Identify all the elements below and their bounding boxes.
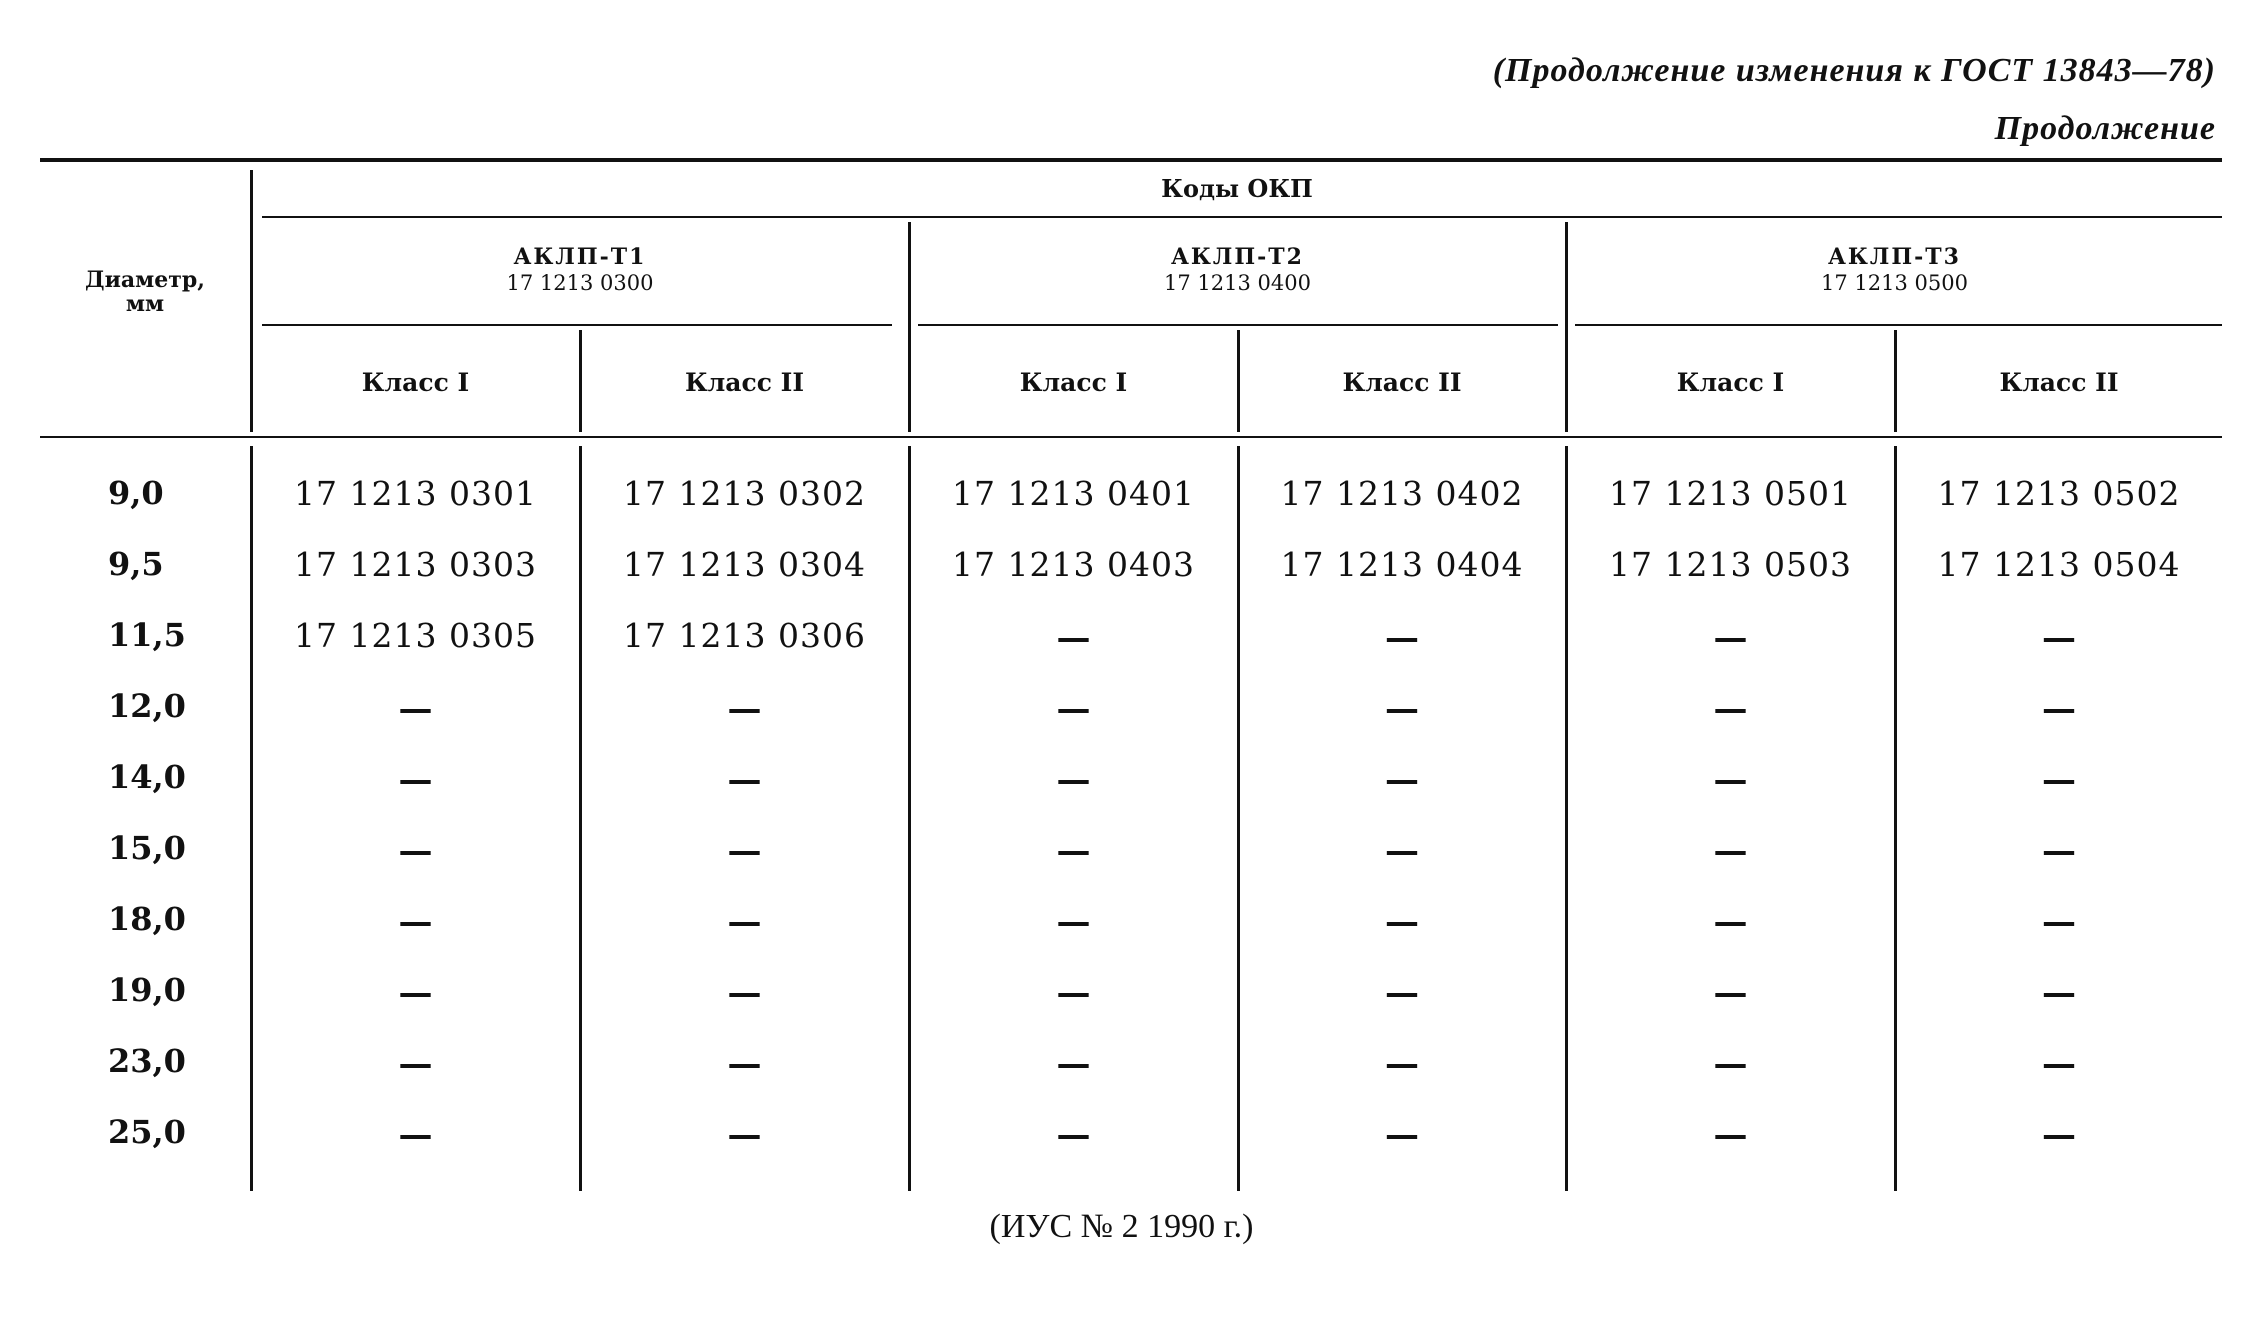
product-name-2: АКЛП-Т2 xyxy=(1171,244,1304,270)
okp-code-cell: — xyxy=(2042,689,2076,729)
okp-code-cell: — xyxy=(1713,1044,1748,1084)
diameter-cell: 11,5 xyxy=(108,616,186,654)
okp-code-cell: — xyxy=(1385,1044,1419,1084)
okp-code-cell: — xyxy=(398,760,433,800)
okp-code-cell: — xyxy=(1713,973,1748,1013)
okp-code-cell: 17 1213 0302 xyxy=(623,474,866,513)
okp-code-cell: — xyxy=(1056,831,1091,871)
okp-code-cell: — xyxy=(1385,618,1419,658)
product-header-3 xyxy=(1567,244,2222,296)
okp-code-cell: — xyxy=(727,1044,762,1084)
okp-code-cell: — xyxy=(398,1044,433,1084)
okp-code-cell: — xyxy=(1385,1115,1419,1155)
okp-code-cell: — xyxy=(1056,1044,1091,1084)
continuation-note: (Продолжение изменения к ГОСТ 13843—78) xyxy=(1492,52,2216,89)
okp-code-cell: — xyxy=(1056,1115,1091,1155)
okp-code-cell: 17 1213 0304 xyxy=(623,545,866,584)
okp-code-cell: — xyxy=(1713,689,1748,729)
okp-code-cell: — xyxy=(398,831,433,871)
group-header-rule xyxy=(262,216,2222,218)
okp-code-cell: 17 1213 0403 xyxy=(952,545,1195,584)
header-bottom-rule xyxy=(40,436,2222,438)
diameter-cell: 15,0 xyxy=(108,829,186,867)
okp-code-cell: 17 1213 0401 xyxy=(952,474,1195,513)
okp-code-cell: 17 1213 0303 xyxy=(294,545,537,584)
diameter-header: Диаметр, мм xyxy=(85,267,205,317)
okp-code-cell: 17 1213 0503 xyxy=(1609,545,1852,584)
diameter-cell: 9,0 xyxy=(108,474,164,512)
class-header-3: Класс I xyxy=(1019,368,1128,397)
okp-code-cell: — xyxy=(1056,618,1091,658)
okp-code-cell: 17 1213 0301 xyxy=(294,474,537,513)
product-header-1 xyxy=(252,244,908,296)
class-header-6: Класс II xyxy=(1999,368,2119,397)
okp-code-cell: — xyxy=(1713,831,1748,871)
okp-code-cell: — xyxy=(2042,902,2076,942)
okp-code-cell: — xyxy=(727,760,762,800)
okp-code-cell: — xyxy=(1056,902,1091,942)
product-rule-1 xyxy=(262,324,892,326)
okp-code-cell: — xyxy=(1385,902,1419,942)
okp-code-cell: — xyxy=(1385,689,1419,729)
okp-code-cell: 17 1213 0402 xyxy=(1280,474,1524,513)
okp-code-cell: — xyxy=(1056,973,1091,1013)
okp-code-cell: — xyxy=(727,902,762,942)
okp-code-cell: — xyxy=(398,1115,433,1155)
okp-code-cell: 17 1213 0502 xyxy=(1937,474,2181,513)
okp-code-cell: — xyxy=(398,689,433,729)
diameter-cell: 23,0 xyxy=(108,1042,186,1080)
okp-code-cell: — xyxy=(398,973,433,1013)
okp-codes-header: Коды ОКП xyxy=(1161,174,1313,203)
okp-code-cell: — xyxy=(727,973,762,1013)
okp-code-cell: — xyxy=(727,1115,762,1155)
class-header-4: Класс II xyxy=(1342,368,1462,397)
product-name-3: АКЛП-Т3 xyxy=(1828,244,1961,270)
okp-code-cell: — xyxy=(2042,1115,2076,1155)
okp-code-cell: — xyxy=(1056,760,1091,800)
okp-code-cell: 17 1213 0305 xyxy=(294,616,537,655)
okp-code-cell: — xyxy=(398,902,433,942)
okp-code-cell: 17 1213 0306 xyxy=(623,616,866,655)
class-header-5: Класс I xyxy=(1676,368,1785,397)
table-top-rule xyxy=(40,158,2222,162)
okp-code-cell: — xyxy=(1713,618,1748,658)
continuation-label: Продолжение xyxy=(1994,110,2216,147)
diameter-cell: 18,0 xyxy=(108,900,186,938)
footer-note: (ИУС № 2 1990 г.) xyxy=(989,1208,1254,1245)
class-header-2: Класс II xyxy=(684,368,805,397)
diameter-cell: 19,0 xyxy=(108,971,186,1009)
diameter-cell: 25,0 xyxy=(108,1113,186,1151)
product-code-2: 17 1213 0400 xyxy=(1164,271,1311,295)
product-rule-3 xyxy=(1575,324,2222,326)
product-code-1: 17 1213 0300 xyxy=(506,271,654,295)
okp-code-cell: — xyxy=(2042,760,2076,800)
okp-code-cell: — xyxy=(2042,973,2076,1013)
okp-code-cell: 17 1213 0504 xyxy=(1937,545,2181,584)
okp-code-cell: — xyxy=(1713,760,1748,800)
product-header-2 xyxy=(910,244,1565,296)
okp-code-cell: — xyxy=(1385,973,1419,1013)
product-code-3: 17 1213 0500 xyxy=(1821,271,1968,295)
okp-code-cell: — xyxy=(1713,902,1748,942)
okp-code-cell: — xyxy=(1385,831,1419,871)
product-rule-2 xyxy=(918,324,1558,326)
okp-code-cell: — xyxy=(1385,760,1419,800)
okp-code-cell: — xyxy=(1713,1115,1748,1155)
okp-code-cell: — xyxy=(1056,689,1091,729)
diameter-cell: 14,0 xyxy=(108,758,186,796)
okp-code-cell: — xyxy=(727,689,762,729)
diameter-cell: 12,0 xyxy=(108,687,186,725)
product-name-1: АКЛП-Т1 xyxy=(513,244,647,270)
okp-code-cell: 17 1213 0501 xyxy=(1609,474,1852,513)
okp-code-cell: — xyxy=(2042,618,2076,658)
diameter-cell: 9,5 xyxy=(108,545,164,583)
class-header-1: Класс I xyxy=(361,368,470,397)
okp-code-cell: — xyxy=(727,831,762,871)
okp-code-cell: — xyxy=(2042,1044,2076,1084)
okp-code-cell: 17 1213 0404 xyxy=(1280,545,1524,584)
okp-code-cell: — xyxy=(2042,831,2076,871)
